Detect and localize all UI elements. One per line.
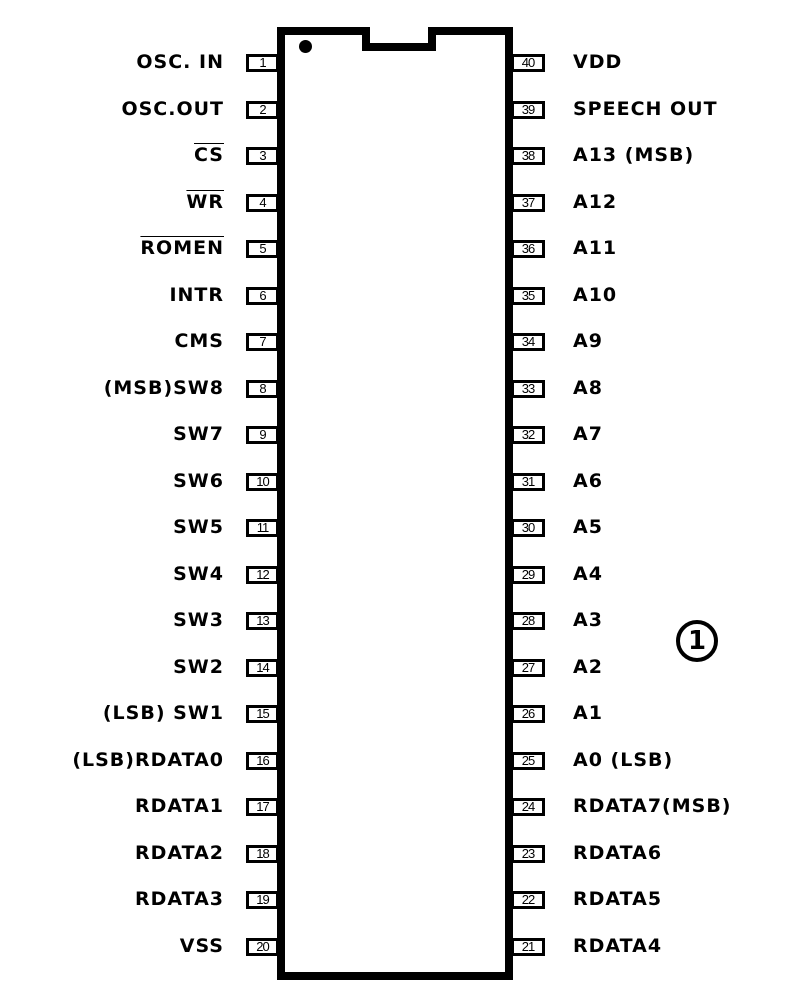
pin-label: RDATA2 xyxy=(134,841,224,864)
pin-label: RDATA4 xyxy=(573,934,663,957)
figure-marker-circle: 1 xyxy=(676,620,718,662)
pin-label: $\overline{CS}$ xyxy=(194,144,224,166)
pin-label: VDD xyxy=(573,51,623,73)
pin-label: OSC. IN xyxy=(136,51,224,73)
pin-label: A9 xyxy=(573,330,603,352)
pin-number-box: 18 xyxy=(246,845,279,863)
pin-label: INTR xyxy=(169,283,224,306)
pin-label: A6 xyxy=(573,469,603,492)
pin-number-box: 6 xyxy=(246,287,279,305)
pin-number-box: 21 xyxy=(511,938,545,956)
pin-label: RDATA5 xyxy=(573,888,663,910)
pin-label: OSC.OUT xyxy=(121,97,224,120)
pin-number-box: 11 xyxy=(246,519,279,537)
pin-label: RDATA1 xyxy=(134,795,224,817)
pin-number-box: 27 xyxy=(511,659,545,677)
pin-number-box: 33 xyxy=(511,380,545,398)
pin-number-box: 22 xyxy=(511,891,545,909)
pin-number-box: 29 xyxy=(511,566,545,584)
pin-number-box: 36 xyxy=(511,240,545,258)
pin-number-box: 24 xyxy=(511,798,545,816)
pin-label: A1 xyxy=(573,702,603,724)
pin-number-box: 25 xyxy=(511,752,545,770)
pin-label: RDATA3 xyxy=(134,888,224,910)
pin-label: A12 xyxy=(573,190,618,213)
pin-number-box: 5 xyxy=(246,240,279,258)
pin-label: A13 (MSB) xyxy=(573,144,695,166)
pin-number-box: 3 xyxy=(246,147,279,165)
pin-label: SW2 xyxy=(173,655,224,678)
pin-number-box: 8 xyxy=(246,380,279,398)
pin-label: SW7 xyxy=(173,423,224,445)
chip-top-edge-right xyxy=(428,27,513,35)
pin-label: ROMEN xyxy=(140,237,224,259)
pin-number-box: 4 xyxy=(246,194,279,212)
pin-number-box: 9 xyxy=(246,426,279,444)
pin-label: SW4 xyxy=(173,562,224,585)
pin-number-box: 16 xyxy=(246,752,279,770)
pin-label: $\overline{WR}$ xyxy=(186,190,224,213)
pin-number-box: 30 xyxy=(511,519,545,537)
pin-label: A0 (LSB) xyxy=(573,748,674,771)
pin-label: CMS xyxy=(174,330,224,352)
pin-label: A3 xyxy=(573,609,603,631)
pin-label: A8 xyxy=(573,376,603,399)
pin-number-box: 14 xyxy=(246,659,279,677)
pin-number-box: 13 xyxy=(246,612,279,630)
pin-label: A4 xyxy=(573,562,603,585)
pin-number-box: 35 xyxy=(511,287,545,305)
pin-number-box: 10 xyxy=(246,473,279,491)
pin-label: VSS xyxy=(179,934,224,957)
pin-number-box: 26 xyxy=(511,705,545,723)
pin-label: RDATA7(MSB) xyxy=(573,795,732,817)
pin-number-box: 7 xyxy=(246,333,279,351)
pin-number-box: 32 xyxy=(511,426,545,444)
pin-number-box: 2 xyxy=(246,101,279,119)
pin-number-box: 20 xyxy=(246,938,279,956)
pin-label: A7 xyxy=(573,423,603,445)
pin-number-box: 37 xyxy=(511,194,545,212)
pin-label: A11 xyxy=(573,237,618,259)
pin-label: (LSB) SW1 xyxy=(102,702,224,724)
pin-number-box: 39 xyxy=(511,101,545,119)
pin-label: SW3 xyxy=(173,609,224,631)
pin-label: RDATA6 xyxy=(573,841,663,864)
pin-label: A5 xyxy=(573,516,603,538)
pin-number-box: 17 xyxy=(246,798,279,816)
pin-label: SW6 xyxy=(173,469,224,492)
pin1-indicator-dot xyxy=(299,40,312,53)
pin-number-box: 12 xyxy=(246,566,279,584)
ic-chip-body xyxy=(277,27,513,980)
pin-number-box: 34 xyxy=(511,333,545,351)
pin-number-box: 1 xyxy=(246,54,279,72)
pin-number-box: 23 xyxy=(511,845,545,863)
pin-label: A10 xyxy=(573,283,618,306)
pin-number-box: 38 xyxy=(511,147,545,165)
pin-label: (LSB)RDATA0 xyxy=(72,748,224,771)
pin-number-box: 15 xyxy=(246,705,279,723)
pin-number-box: 40 xyxy=(511,54,545,72)
chip-orientation-notch xyxy=(362,27,436,51)
chip-top-edge-left xyxy=(277,27,370,35)
pin-number-box: 19 xyxy=(246,891,279,909)
pin-number-box: 31 xyxy=(511,473,545,491)
pin-label: (MSB)SW8 xyxy=(103,376,224,399)
pin-number-box: 28 xyxy=(511,612,545,630)
pin-label: SW5 xyxy=(173,516,224,538)
pin-label: A2 xyxy=(573,655,603,678)
pin-label: SPEECH OUT xyxy=(573,97,718,120)
